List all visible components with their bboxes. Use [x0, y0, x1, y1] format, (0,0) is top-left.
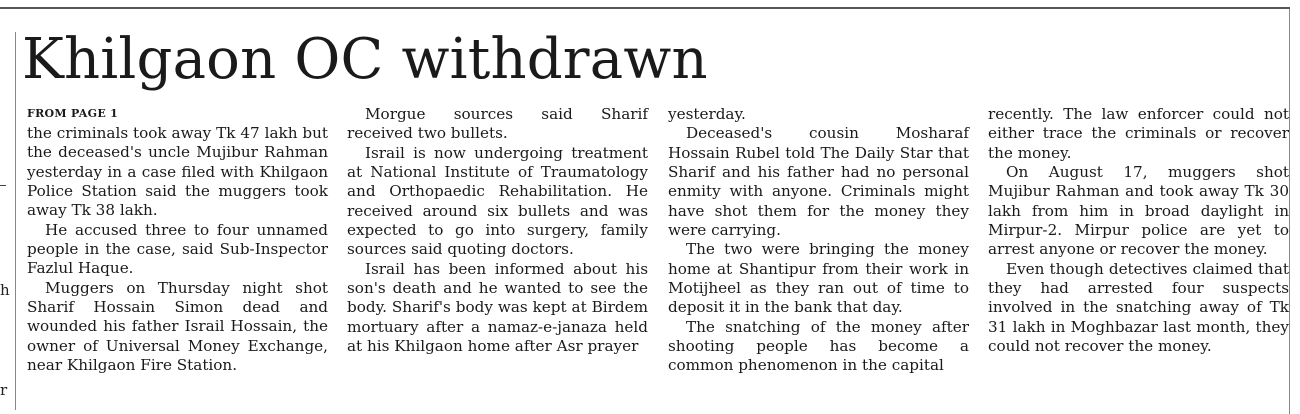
paragraph: He accused three to four unnamed people in the case, said Sub-Inspector Fazlul Haque. — [27, 220, 328, 278]
paragraph: On August 17, muggers shot Mujibur Rahman and took away Tk 30 lakh from him in broad daylight in Mirpur-2. Mirpur police are yet to arrest anyone or recover the money. — [988, 163, 1289, 259]
paragraph: Deceased's cousin Mosharaf Hossain Rubel told The Daily Star that Sharif and his father had no personal enmity with anyone. Criminals might have shot them for the money they were carrying. — [668, 124, 969, 240]
paragraph: yesterday. — [668, 105, 746, 123]
top-rule — [0, 7, 1290, 9]
right-edge-rule — [1289, 9, 1290, 414]
left-column-rule — [15, 32, 16, 410]
gutter-fragment-h: h — [0, 281, 10, 299]
paragraph: Israil is now undergoing treatment at National Institute of Traumatology and Orthopaedic Rehabilitation. He received around six bullets and was expected to go into surgery, family sources said quoting doctors. — [347, 143, 648, 259]
paragraph: Israil has been informed about his son's death and he wanted to see the body. Sharif's body was kept at Birdem mortuary after a namaz-e-janaza held at his Khilgaon home after Asr prayer — [347, 259, 648, 356]
article-column-3 — [668, 105, 969, 376]
gutter-fragment-r: r — [0, 381, 8, 399]
gutter-tick — [0, 185, 6, 186]
paragraph: The two were bringing the money home at Shantipur from their work in Motijheel as they ran out of time to deposit it in the bank that day. — [668, 240, 969, 317]
headline: Khilgaon OC withdrawn — [22, 27, 708, 92]
paragraph: Morgue sources said Sharif received two bullets. — [347, 105, 648, 143]
paragraph: Even though detectives claimed that they had arrested four suspects involved in the snatching away of Tk 31 lakh in Moghbazar last month, they could not recover the money. — [988, 259, 1289, 356]
paragraph: Muggers on Thursday night shot Sharif Hossain Simon dead and wounded his father Israil Hossain, the owner of Universal Money Exchange, near Khilgaon Fire Station. — [27, 278, 328, 375]
paragraph: The snatching of the money after shooting people has become a common phenomenon in the capital — [668, 317, 969, 375]
paragraph: the criminals took away Tk 47 lakh but the deceased's uncle Mujibur Rahman yesterday in a case filed with Khilgaon Police Station said the muggers took away Tk 38 lakh. — [27, 124, 328, 220]
paragraph: recently. The law enforcer could not either trace the criminals or recover the money. — [988, 105, 1289, 162]
article-column-2 — [347, 105, 648, 356]
continuation-kicker: FROM PAGE 1 — [27, 107, 119, 120]
article-column-4 — [988, 105, 1289, 356]
article-column-1 — [27, 124, 328, 375]
